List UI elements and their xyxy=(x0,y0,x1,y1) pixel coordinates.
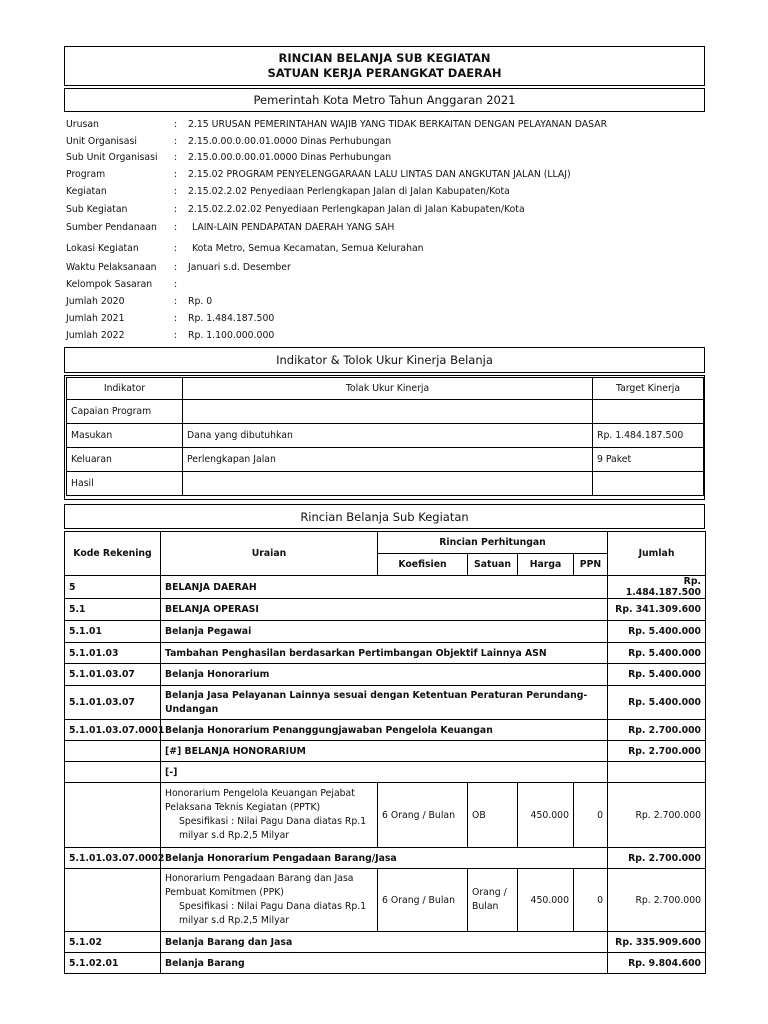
table-row xyxy=(65,932,706,953)
info-row xyxy=(66,296,706,310)
kode-cell: 5.1.01.03 xyxy=(65,643,161,664)
kode-cell: 5.1.01.03.07 xyxy=(65,664,161,686)
info-value: 2.15.0.00.0.00.01.0000 Dinas Perhubungan xyxy=(188,152,392,163)
jumlah-cell: Rp. 2.700.000 xyxy=(608,783,706,848)
tolak-ukur-cell xyxy=(183,400,593,424)
info-row xyxy=(66,169,706,183)
jumlah-cell: Rp. 341.309.600 xyxy=(608,599,706,621)
info-separator: : xyxy=(174,169,178,180)
info-label: Waktu Pelaksanaan xyxy=(66,262,157,273)
info-label: Jumlah 2022 xyxy=(66,330,125,341)
table-row xyxy=(65,576,706,599)
uraian-cell: Belanja Honorarium Pengadaan Barang/Jasa xyxy=(161,848,608,869)
jumlah-cell: Rp. 5.400.000 xyxy=(608,643,706,664)
table-row xyxy=(65,686,706,720)
table-row xyxy=(65,953,706,974)
info-separator: : xyxy=(174,152,178,163)
info-label: Lokasi Kegiatan xyxy=(66,243,139,254)
kode-cell: 5.1.01.03.07 xyxy=(65,686,161,720)
indikator-header: Indikator xyxy=(67,378,183,400)
table-row xyxy=(65,664,706,686)
info-label: Kelompok Sasaran xyxy=(66,279,153,290)
kode-cell: 5.1.02.01 xyxy=(65,953,161,974)
table-row xyxy=(65,869,706,932)
info-row xyxy=(66,152,706,166)
info-separator: : xyxy=(174,222,178,233)
info-value: Rp. 1.100.000.000 xyxy=(188,330,275,341)
info-separator: : xyxy=(174,136,178,147)
table-row xyxy=(65,599,706,621)
koefisien-cell: 6 Orang / Bulan xyxy=(378,869,468,932)
uraian-cell: [-] xyxy=(161,762,608,783)
table-row xyxy=(65,848,706,869)
indikator-cell: Keluaran xyxy=(67,448,183,472)
uraian-header: Uraian xyxy=(161,532,378,576)
indikator-header-row xyxy=(67,378,704,400)
koefisien-cell: 6 Orang / Bulan xyxy=(378,783,468,848)
info-label: Unit Organisasi xyxy=(66,136,137,147)
info-label: Urusan xyxy=(66,119,99,130)
jumlah-cell: Rp. 2.700.000 xyxy=(608,720,706,741)
target-cell: Rp. 1.484.187.500 xyxy=(593,424,704,448)
item-spec: Spesifikasi : Nilai Pagu Dana diatas Rp.1 milyar s.d Rp.2,5 Milyar xyxy=(179,901,367,926)
table-row xyxy=(67,448,704,472)
title-line-1: RINCIAN BELANJA SUB KEGIATAN xyxy=(278,51,491,65)
satuan-header: Satuan xyxy=(468,554,518,576)
rincian-table xyxy=(64,531,706,974)
harga-cell: 450.000 xyxy=(518,869,574,932)
kode-rekening-header: Kode Rekening xyxy=(65,532,161,576)
info-row xyxy=(66,279,706,293)
info-label: Sub Unit Organisasi xyxy=(66,152,158,163)
uraian-cell: Belanja Honorarium Penanggungjawaban Pengelola Keuangan xyxy=(161,720,608,741)
info-value: Kota Metro, Semua Kecamatan, Semua Kelurahan xyxy=(192,243,424,254)
indikator-section-title: Indikator & Tolok Ukur Kinerja Belanja xyxy=(64,347,705,373)
item-name: Honorarium Pengelola Keuangan Pejabat Pelaksana Teknis Kegiatan (PPTK) xyxy=(165,788,355,813)
info-separator: : xyxy=(174,186,178,197)
uraian-cell: Belanja Honorarium xyxy=(161,664,608,686)
kode-cell: 5.1.01.03.07.0002 xyxy=(65,848,161,869)
satuan-cell: Orang / Bulan xyxy=(468,869,518,932)
ppn-header: PPN xyxy=(574,554,608,576)
jumlah-cell xyxy=(608,762,706,783)
info-separator: : xyxy=(174,262,178,273)
info-row xyxy=(66,330,706,344)
item-name: Honorarium Pengadaan Barang dan Jasa Pembuat Komitmen (PPK) xyxy=(165,873,354,898)
kode-cell: 5 xyxy=(65,576,161,599)
indikator-cell: Masukan xyxy=(67,424,183,448)
satuan-cell: OB xyxy=(468,783,518,848)
info-separator: : xyxy=(174,119,178,130)
jumlah-cell: Rp. 5.400.000 xyxy=(608,686,706,720)
rincian-header-row xyxy=(65,532,706,554)
table-row xyxy=(65,783,706,848)
jumlah-cell: Rp. 2.700.000 xyxy=(608,869,706,932)
indikator-cell: Capaian Program xyxy=(67,400,183,424)
uraian-cell: Tambahan Penghasilan berdasarkan Pertimbangan Objektif Lainnya ASN xyxy=(161,643,608,664)
target-cell xyxy=(593,400,704,424)
info-label: Kegiatan xyxy=(66,186,107,197)
uraian-cell: BELANJA OPERASI xyxy=(161,599,608,621)
info-label: Sub Kegiatan xyxy=(66,204,128,215)
uraian-cell: Belanja Pegawai xyxy=(161,621,608,643)
target-cell xyxy=(593,472,704,496)
info-row xyxy=(66,313,706,327)
table-row xyxy=(67,400,704,424)
table-row xyxy=(65,621,706,643)
kode-cell xyxy=(65,783,161,848)
info-row xyxy=(66,243,706,257)
kode-cell xyxy=(65,869,161,932)
target-cell: 9 Paket xyxy=(593,448,704,472)
info-label: Program xyxy=(66,169,106,180)
table-row xyxy=(67,424,704,448)
jumlah-cell: Rp. 2.700.000 xyxy=(608,848,706,869)
jumlah-header: Jumlah xyxy=(608,532,706,576)
harga-cell: 450.000 xyxy=(518,783,574,848)
kode-cell: 5.1 xyxy=(65,599,161,621)
info-row xyxy=(66,186,706,200)
harga-header: Harga xyxy=(518,554,574,576)
uraian-cell: [#] BELANJA HONORARIUM xyxy=(161,741,608,762)
item-description-cell xyxy=(161,869,378,932)
uraian-cell: Belanja Barang dan Jasa xyxy=(161,932,608,953)
table-row xyxy=(67,472,704,496)
info-value: 2.15.02.2.02.02 Penyediaan Perlengkapan Jalan di Jalan Kabupaten/Kota xyxy=(188,204,525,215)
info-separator: : xyxy=(174,243,178,254)
table-row xyxy=(65,741,706,762)
info-row xyxy=(66,222,706,236)
info-separator: : xyxy=(174,279,178,290)
jumlah-cell: Rp. 9.804.600 xyxy=(608,953,706,974)
uraian-cell: Belanja Jasa Pelayanan Lainnya sesuai dengan Ketentuan Peraturan Perundang-Undangan xyxy=(161,686,608,720)
info-label: Jumlah 2020 xyxy=(66,296,125,307)
title-line-2: SATUAN KERJA PERANGKAT DAERAH xyxy=(267,66,502,80)
info-separator: : xyxy=(174,330,178,341)
info-value: Rp. 0 xyxy=(188,296,213,307)
item-spec: Spesifikasi : Nilai Pagu Dana diatas Rp.1 milyar s.d Rp.2,5 Milyar xyxy=(179,816,367,841)
target-header: Target Kinerja xyxy=(593,378,704,400)
rincian-section-title: Rincian Belanja Sub Kegiatan xyxy=(64,504,705,529)
jumlah-cell: Rp. 1.484.187.500 xyxy=(608,576,706,599)
info-value: 2.15.02 PROGRAM PENYELENGGARAAN LALU LINTAS DAN ANGKUTAN JALAN (LLAJ) xyxy=(188,169,571,180)
jumlah-cell: Rp. 5.400.000 xyxy=(608,621,706,643)
kode-cell: 5.1.01.03.07.0001 xyxy=(65,720,161,741)
table-row xyxy=(65,720,706,741)
rincian-perhitungan-header: Rincian Perhitungan xyxy=(378,532,608,554)
item-description-cell xyxy=(161,783,378,848)
ppn-cell: 0 xyxy=(574,869,608,932)
info-row xyxy=(66,262,706,276)
kode-cell: 5.1.01 xyxy=(65,621,161,643)
info-value: 2.15 URUSAN PEMERINTAHAN WAJIB YANG TIDAK BERKAITAN DENGAN PELAYANAN DASAR xyxy=(188,119,608,130)
uraian-cell: Belanja Barang xyxy=(161,953,608,974)
info-separator: : xyxy=(174,204,178,215)
info-separator: : xyxy=(174,313,178,324)
info-separator: : xyxy=(174,296,178,307)
info-value: Rp. 1.484.187.500 xyxy=(188,313,275,324)
tolak-ukur-cell xyxy=(183,472,593,496)
info-label: Jumlah 2021 xyxy=(66,313,125,324)
kode-cell xyxy=(65,762,161,783)
jumlah-cell: Rp. 2.700.000 xyxy=(608,741,706,762)
jumlah-cell: Rp. 335.909.600 xyxy=(608,932,706,953)
info-label: Sumber Pendanaan xyxy=(66,222,157,233)
ppn-cell: 0 xyxy=(574,783,608,848)
table-row xyxy=(65,762,706,783)
info-row xyxy=(66,136,706,150)
info-value: 2.15.02.2.02 Penyediaan Perlengkapan Jalan di Jalan Kabupaten/Kota xyxy=(188,186,510,197)
info-value: LAIN-LAIN PENDAPATAN DAERAH YANG SAH xyxy=(192,222,395,233)
koefisien-header: Koefisien xyxy=(378,554,468,576)
indikator-table xyxy=(66,377,704,496)
document-title xyxy=(64,46,705,86)
kode-cell xyxy=(65,741,161,762)
info-value: Januari s.d. Desember xyxy=(188,262,291,273)
government-year-subtitle: Pemerintah Kota Metro Tahun Anggaran 2021 xyxy=(64,88,705,112)
tolak-ukur-header: Tolak Ukur Kinerja xyxy=(183,378,593,400)
kode-cell: 5.1.02 xyxy=(65,932,161,953)
jumlah-cell: Rp. 5.400.000 xyxy=(608,664,706,686)
info-row xyxy=(66,204,706,218)
uraian-cell: BELANJA DAERAH xyxy=(161,576,608,599)
table-row xyxy=(65,643,706,664)
tolak-ukur-cell: Perlengkapan Jalan xyxy=(183,448,593,472)
tolak-ukur-cell: Dana yang dibutuhkan xyxy=(183,424,593,448)
info-value: 2.15.0.00.0.00.01.0000 Dinas Perhubungan xyxy=(188,136,392,147)
indikator-cell: Hasil xyxy=(67,472,183,496)
info-row xyxy=(66,119,706,133)
